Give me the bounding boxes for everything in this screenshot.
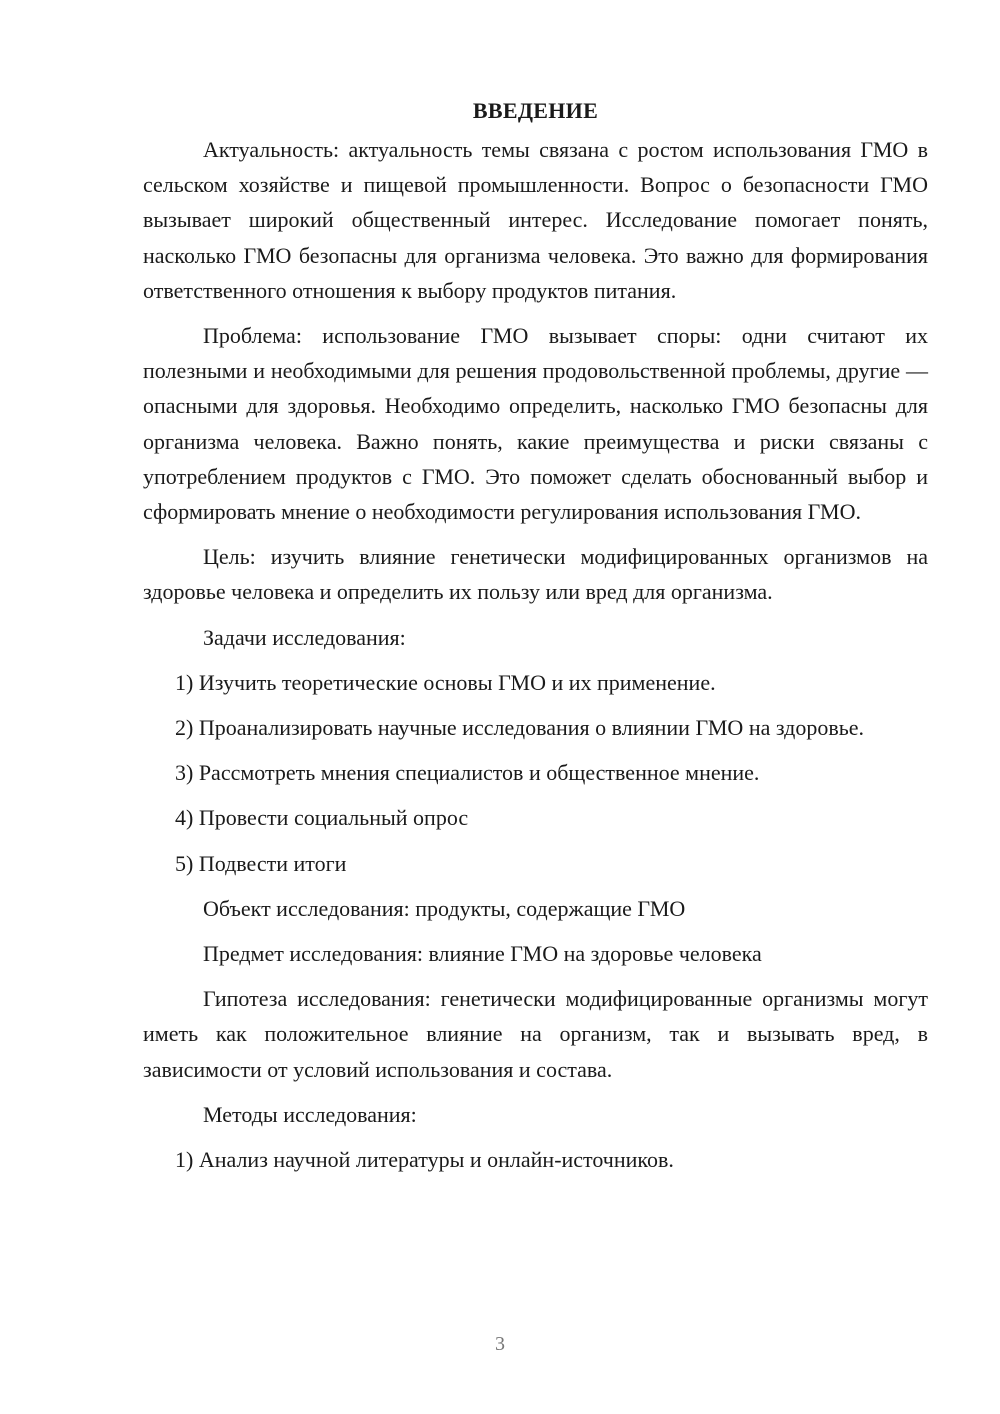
method-item-1: 1) Анализ научной литературы и онлайн-источников.	[175, 1147, 674, 1173]
research-object: Объект исследования: продукты, содержащие ГМО	[203, 895, 686, 921]
task-item-4: 4) Провести социальный опрос	[175, 805, 469, 831]
paragraph-relevance: Актуальность: актуальность темы связана с ростом использования ГМО в сельском хозяйстве и пищевой промышленности. Вопрос о безопасности ГМО вызывает широкий общественный интерес. Исследование помогает понять, насколько ГМО безопасны для организма человека. Это важно для формирования ответственного отношения к выбору продуктов питания.	[143, 137, 928, 303]
research-subject: Предмет исследования: влияние ГМО на здоровье человека	[203, 941, 762, 967]
task-item-3: 3) Рассмотреть мнения специалистов и общественное мнение.	[175, 760, 760, 786]
tasks-heading: Задачи исследования:	[203, 624, 406, 650]
research-hypothesis: Гипотеза исследования: генетически модифицированные организмы могут иметь как положительное влияние на организм, так и вызывать вред, в зависимости от условий использования и состава.	[143, 986, 928, 1082]
task-item-1: 1) Изучить теоретические основы ГМО и их применение.	[175, 669, 716, 695]
task-item-2: 2) Проанализировать научные исследования о влиянии ГМО на здоровье.	[175, 715, 865, 741]
methods-heading: Методы исследования:	[203, 1101, 417, 1127]
page-number: 3	[495, 1333, 505, 1355]
task-item-5: 5) Подвести итоги	[175, 850, 347, 876]
document-page	[143, 96, 928, 1187]
section-title: ВВЕДЕНИЕ	[472, 98, 599, 123]
paragraph-problem: Проблема: использование ГМО вызывает споры: одни считают их полезными и необходимыми для решения продовольственной проблемы, другие — опасными для здоровья. Необходимо определить, насколько ГМО безопасны для организма человека. Важно понять, какие преимущества и риски связаны с употреблением продуктов с ГМО. Это поможет сделать обоснованный выбор и сформировать мнение о необходимости регулирования использования ГМО.	[143, 323, 928, 525]
paragraph-goal: Цель: изучить влияние генетически модифицированных организмов на здоровье человека и определить их пользу или вред для организма.	[143, 544, 928, 605]
